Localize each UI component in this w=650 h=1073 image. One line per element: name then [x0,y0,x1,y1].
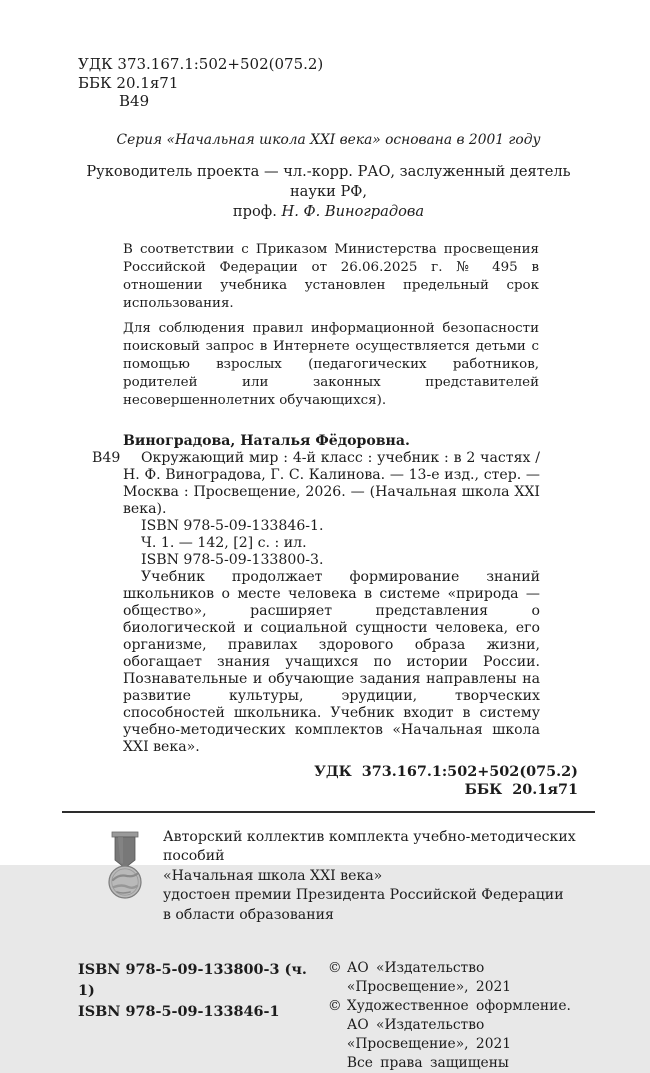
card-annotation: Учебник продолжает формирование знаний школьников о месте человека в системе «природа — общество», расширяет представления о биологической и социальной сущности человека, его организме, правилах здорового образа жизни, обогащает знания учащихся по истории России. Познавательные и обучающие задания направлены на развитие культуры, эрудиции, творческих способностей школьника. Учебник входит в систему учебно-методических комплектов «Начальная школа XXI века». [123,568,540,755]
award-line-1: Авторский коллектив комплекта учебно-методических пособий [163,828,576,864]
divider-rule [62,811,595,813]
copyright-text: Все права защищены [346,1055,509,1071]
udk-bottom: УДК 373.167.1:502+502(075.2) [314,762,578,780]
footer-isbn-line-2: ISBN 978-5-09-133846-1 [78,1003,280,1020]
award-block [105,828,595,926]
copyright-text: АО «Издательство «Просвещение», 2021 [346,1017,512,1052]
author-sign-top: В49 [119,92,150,110]
udk-top: УДК 373.167.1:502+502(075.2) [78,55,324,73]
usage-notice-block [123,241,539,410]
catalog-card [92,432,540,756]
award-line-4: в области образования [163,906,334,923]
copyright-row [328,959,595,997]
project-lead-line1: Руководитель проекта — чл.-корр. РАО, заслуженный деятель науки РФ, [86,162,571,200]
card-author-heading: Виноградова, Наталья Фёдоровна. [123,432,410,449]
medal-icon [105,830,145,912]
copyright-row [328,997,595,1016]
copyright-symbol [328,1054,347,1073]
bottom-codes-block [62,763,595,800]
project-lead-prefix: проф. [232,202,282,220]
footer-isbn-line-1: ISBN 978-5-09-133800-3 (ч. 1) [78,961,307,999]
award-line-3: удостоен премии Президента Российской Федерации [163,887,564,903]
bbk-top: ББК 20.1я71 [78,73,179,92]
copyright-symbol: © [327,998,342,1014]
award-text [163,828,595,926]
notice-paragraph-safety: Для соблюдения правил информационной безопасности поисковый запрос в Интернете осуществляется детьми с помощью взрослых (педагогических работников, родителей или законных представителей несовершеннолетних обучающихся). [123,320,539,408]
card-bib-description: Окружающий мир : 4-й класс : учебник : в 2 частях / Н. Ф. Виноградова, Г. С. Калинова. — 13-е изд., стер. — Москва : Просвещение, 2026. — (Начальная школа XXI века). [123,449,540,517]
project-lead-block [62,162,595,222]
project-lead-line2 [62,202,595,222]
copyright-text: Художественное оформление. [346,998,571,1014]
card-isbn-common: ISBN 978-5-09-133846-1. [141,517,324,534]
top-codes-block [78,55,595,111]
series-line: Серия «Начальная школа XXI века» основана в 2001 году [116,131,541,148]
copyright-row [328,1016,595,1054]
card-isbn-part: ISBN 978-5-09-133800-3. [141,551,324,568]
footer-copyright-block [328,959,595,1073]
footer-isbn-block [78,959,328,1073]
bbk-bottom: ББК 20.1я71 [464,781,578,798]
copyright-symbol: © [327,960,342,976]
project-lead-name: Н. Ф. Виноградова [281,202,425,220]
footer-block [62,959,595,1073]
award-line-2: «Начальная школа XXI века» [163,867,383,884]
copyright-text: АО «Издательство «Просвещение», 2021 [346,960,512,995]
copyright-symbol [328,1016,347,1054]
card-part-line: Ч. 1. — 142, [2] с. : ил. [141,534,307,551]
notice-paragraph-order: В соответствии с Приказом Министерства просвещения Российской Федерации от 26.06.2025 г. № 495 в отношении учебника установлен предельный срок использования. [123,241,539,311]
copyright-row [328,1054,595,1073]
card-margin-code: В49 [92,449,121,466]
